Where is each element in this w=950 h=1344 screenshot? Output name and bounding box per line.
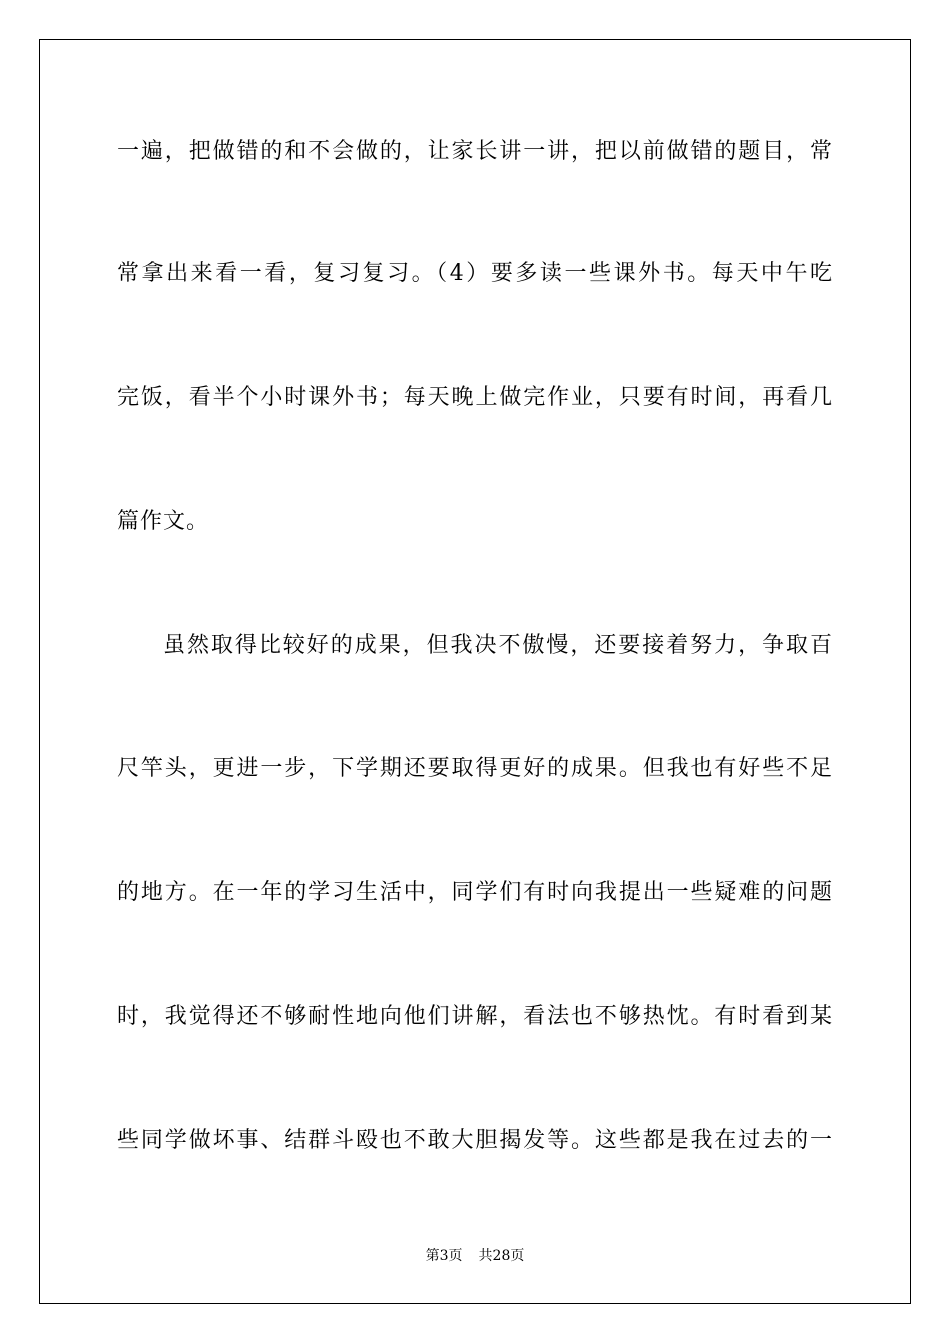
page-border (39, 39, 911, 1304)
body-text-line-6: 尺竿头，更进一步，下学期还要取得更好的成果。但我也有好些不足 (117, 756, 833, 781)
body-text-line-2: 常拿出来看一看，复习复习。（4）要多读一些课外书。每天中午吃 (117, 261, 833, 286)
body-text-line-8: 时，我觉得还不够耐性地向他们讲解，看法也不够热忱。有时看到某 (117, 1004, 833, 1029)
page-total: 共28页 (478, 1248, 525, 1264)
body-text-line-5: 虽然取得比较好的成果，但我决不傲慢，还要接着努力，争取百 (163, 633, 833, 658)
body-text-line-1: 一遍，把做错的和不会做的，让家长讲一讲，把以前做错的题目，常 (117, 139, 833, 164)
body-text-line-4: 篇作文。 (117, 509, 210, 534)
page-footer (0, 1246, 950, 1266)
page-number: 第3页 (425, 1248, 463, 1264)
body-text-line-3: 完饭，看半个小时课外书；每天晚上做完作业，只要有时间，再看几 (117, 385, 833, 410)
body-text-line-9: 些同学做坏事、结群斗殴也不敢大胆揭发等。这些都是我在过去的一 (117, 1128, 833, 1153)
body-text-line-7: 的地方。在一年的学习生活中，同学们有时向我提出一些疑难的问题 (117, 880, 833, 905)
